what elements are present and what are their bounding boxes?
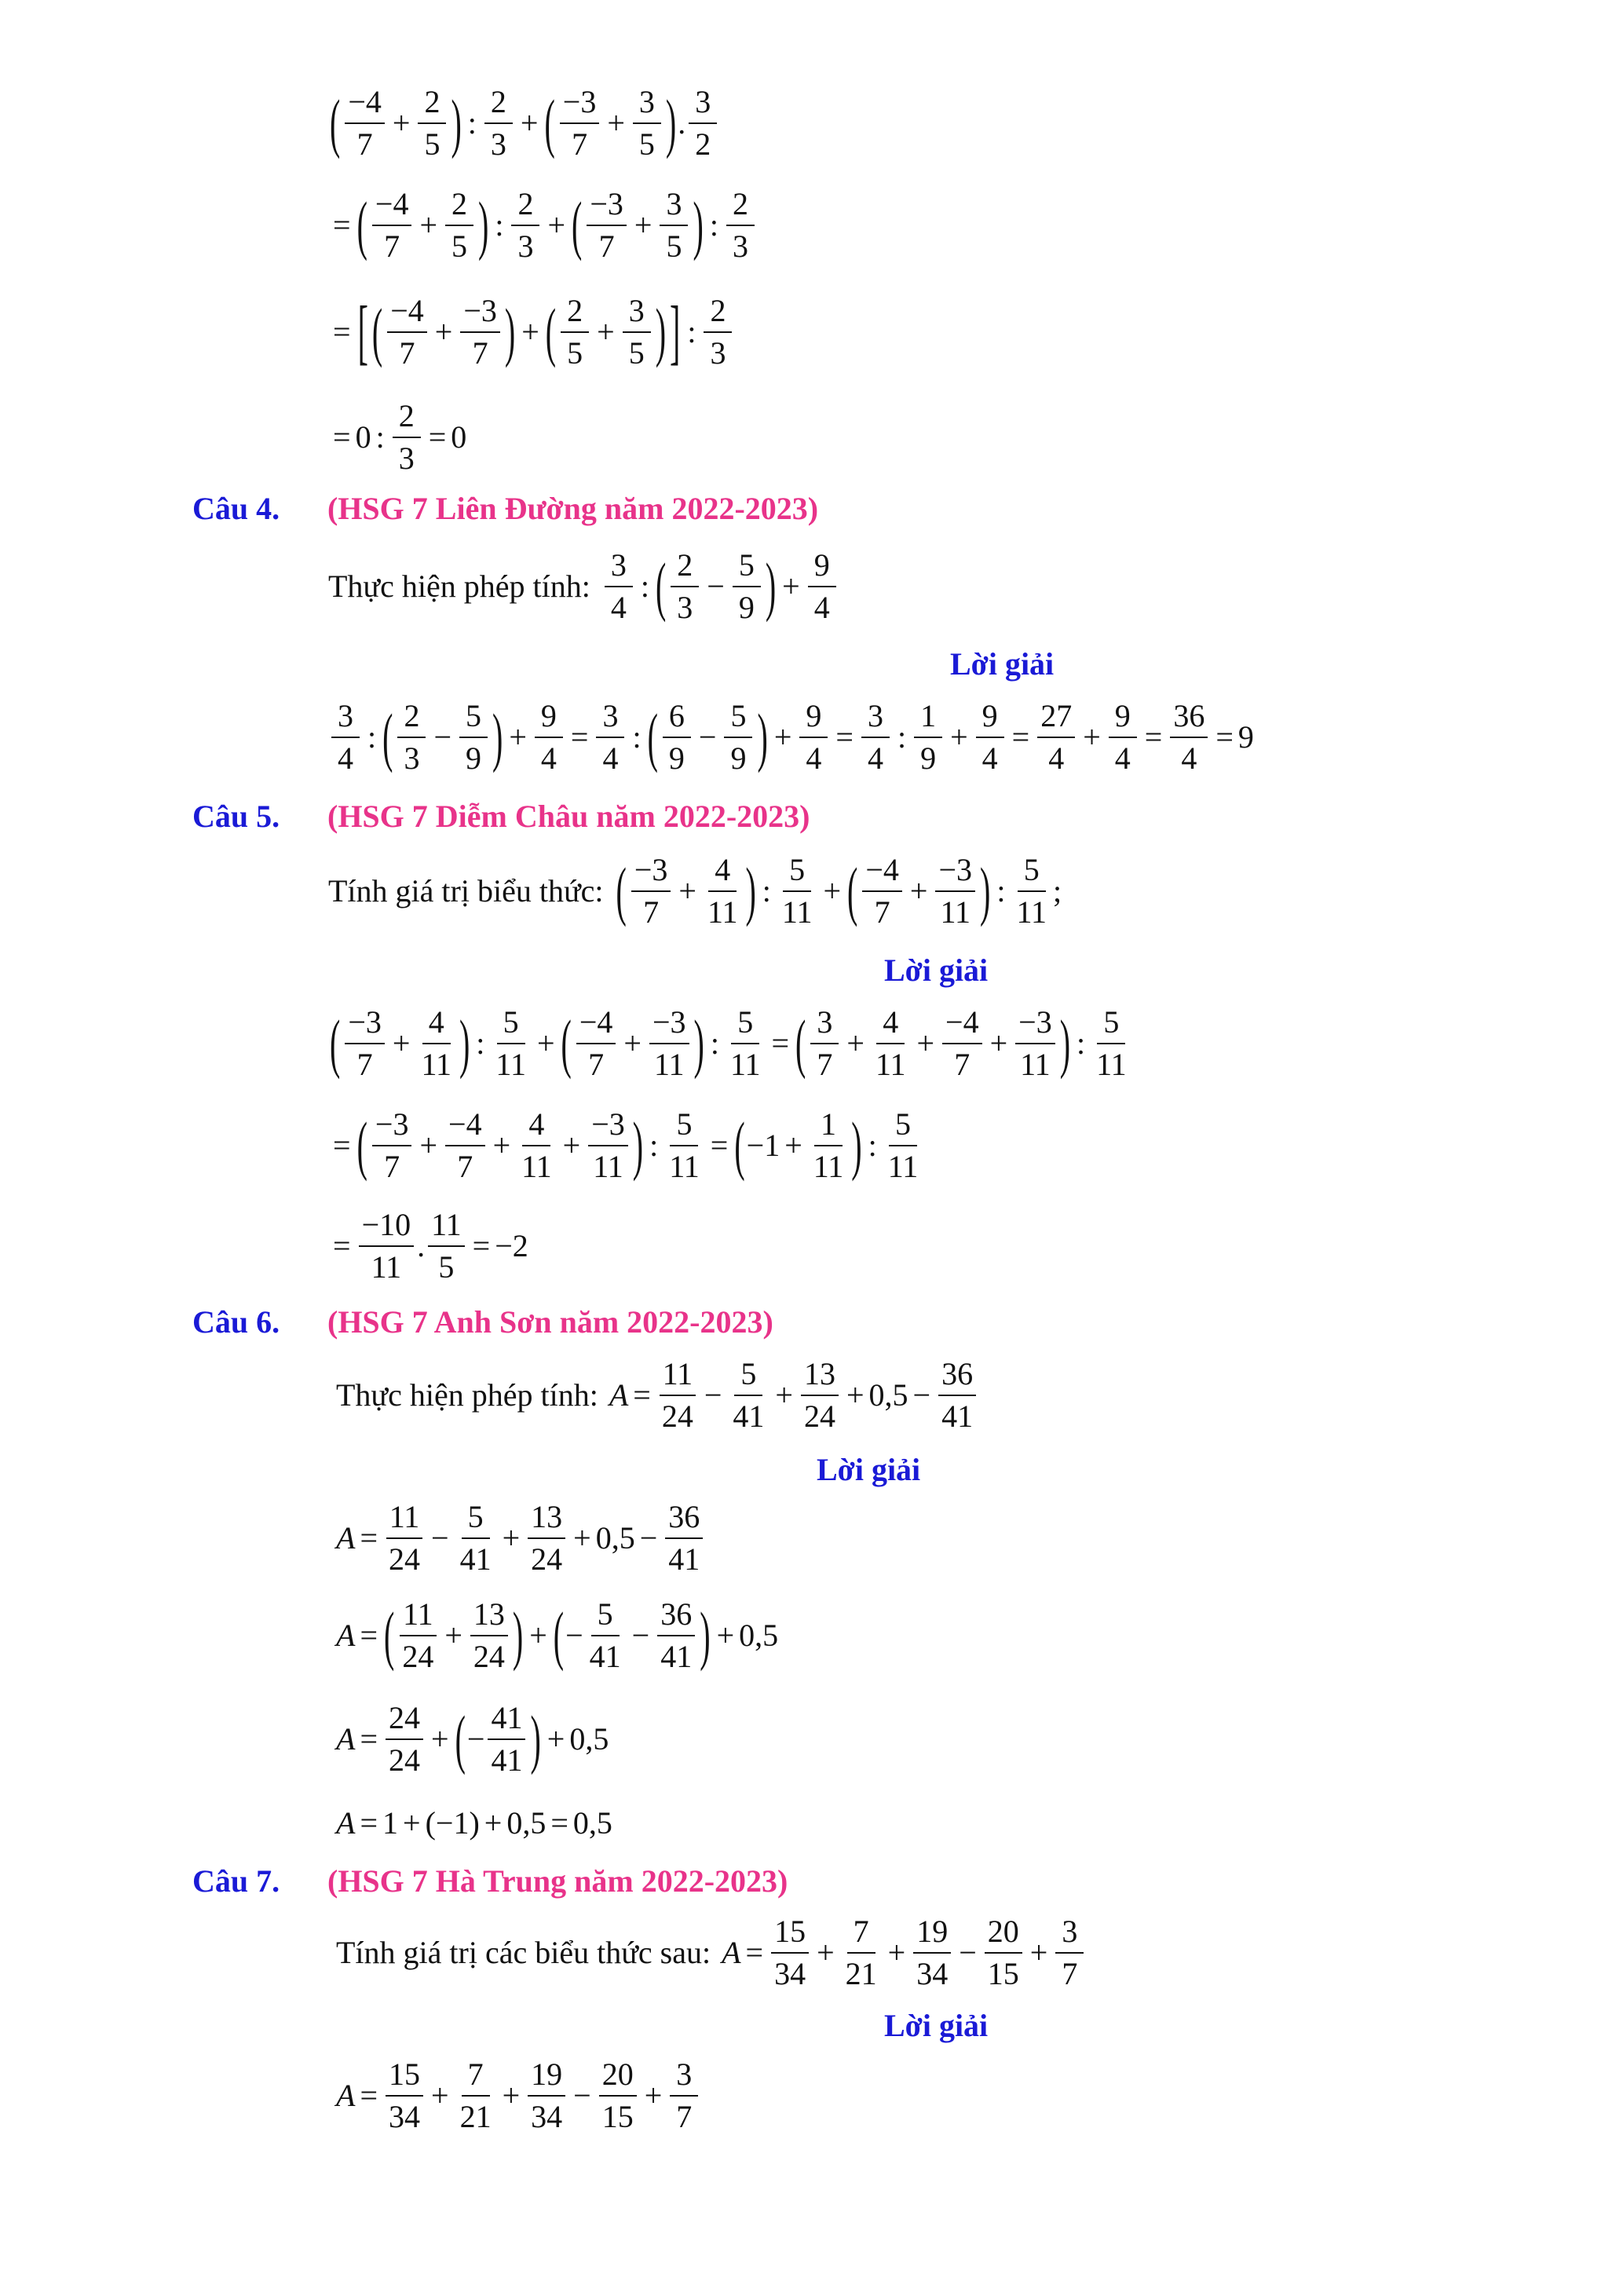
question-header: [192, 1863, 788, 1899]
question-label: Câu 4.: [192, 491, 280, 526]
math-line: = ( $\frac{-3}{7}$ + $\frac{-4}{7}$ + $\frac{4}{11}$ + $\frac{-3}{11}$ ) : $\frac{5}{11}$ = ( −1 + $\frac{1}{11}$ ) : $\frac{5}{11}$: [333, 1106, 919, 1184]
question-source: (HSG 7 Anh Sơn năm 2022-2023): [327, 1304, 773, 1340]
question-header: [192, 801, 810, 832]
question-prompt: Tính giá trị biểu thức: ( $\frac{-3}{7}$ + $\frac{4}{11}$ ) : $\frac{5}{11}$ + ( $\frac{-4}{7}$ + $\frac{-3}{11}$ ) : $\frac{5}{11}$ ;: [328, 852, 1062, 930]
math-line: = 0 : $\frac{2}{3}$ = 0: [333, 398, 467, 476]
prompt-text: Tính giá trị các biểu thức sau:: [336, 1935, 711, 1970]
question-source: (HSG 7 Liên Đường năm 2022-2023): [327, 491, 819, 526]
solution-heading: Lời giải: [884, 952, 989, 988]
math-line: ( $\frac{-4}{7}$ + $\frac{2}{5}$ ) : $\frac{2}{3}$ + ( $\frac{-3}{7}$ + $\frac{3}{5}$ ) . $\frac{3}{2}$: [328, 86, 720, 160]
prompt-text: Tính giá trị biểu thức:: [328, 873, 604, 909]
math-line: = ( $\frac{-4}{7}$ + $\frac{2}{5}$ ) : $\frac{2}{3}$ + ( $\frac{-3}{7}$ + $\frac{3}{5}$ ) : $\frac{2}{3}$: [328, 188, 758, 262]
question-prompt: Thực hiện phép tính: A = $\frac{11}{24}$ − $\frac{5}{41}$ + $\frac{13}{24}$ + 0,5 − $\frac{36}{41}$: [336, 1358, 979, 1432]
question-header: [192, 493, 818, 525]
question-label: Câu 6.: [192, 1304, 280, 1340]
math-line: A = 1 + (−1) + 0,5 = 0,5: [336, 1805, 612, 1841]
math-line: = $\frac{-10}{11}$ . $\frac{11}{5}$ = −2: [333, 1207, 528, 1285]
question-label: Câu 7.: [192, 1863, 280, 1899]
question-source: (HSG 7 Hà Trung năm 2022-2023): [327, 1863, 788, 1899]
solution-heading: Lời giải: [950, 646, 1055, 682]
math-line: A = ( $\frac{11}{24}$ + $\frac{13}{24}$ ) + ( − $\frac{5}{41}$ − $\frac{36}{41}$ ) + 0,5: [336, 1596, 779, 1674]
math-line: $\frac{3}{4}$ : ( $\frac{2}{3}$ − $\frac{5}{9}$ ) + $\frac{9}{4}$ = $\frac{3}{4}$ : ( $\frac{6}{9}$ − $\frac{5}{9}$ ) + $\frac{9}{4}$ = $\frac{3}{4}$ : $\frac{1}{9}$ + $\frac{9}{4}$ = $\frac{27}{4}$ + $\frac{9}{4}$ = $\frac{36}{4}$ = 9: [328, 700, 1254, 774]
math-line: A = $\frac{11}{24}$ − $\frac{5}{41}$ + $\frac{13}{24}$ + 0,5 − $\frac{36}{41}$: [336, 1501, 706, 1575]
question-header: [192, 1304, 773, 1340]
math-line: = [ ( $\frac{-4}{7}$ + $\frac{-3}{7}$ ) + ( $\frac{2}{5}$ + $\frac{3}{5}$ ) ] : $\frac{2}{3}$: [328, 295, 735, 369]
question-label: Câu 5.: [192, 799, 280, 834]
prompt-text: Thực hiện phép tính:: [328, 569, 590, 604]
question-prompt: Thực hiện phép tính: $\frac{3}{4}$ : ( $\frac{2}{3}$ − $\frac{5}{9}$ ) + $\frac{9}{4}$: [328, 550, 839, 623]
question-prompt: Tính giá trị các biểu thức sau: A = $\frac{15}{34}$ + $\frac{7}{21}$ + $\frac{19}{34}$ − $\frac{20}{15}$ + $\frac{3}{7}$: [336, 1916, 1087, 1990]
math-line: ( $\frac{-3}{7}$ + $\frac{4}{11}$ ) : $\frac{5}{11}$ + ( $\frac{-4}{7}$ + $\frac{-3}{11}$ ) : $\frac{5}{11}$ = ( $\frac{3}{7}$ + $\frac{4}{11}$ + $\frac{-4}{7}$ + $\frac{-3}{11}$ ) : $\frac{5}{11}$: [330, 1004, 1127, 1082]
solution-heading: Lời giải: [817, 1452, 921, 1487]
prompt-text: Thực hiện phép tính:: [336, 1377, 598, 1413]
solution-heading: Lời giải: [884, 2008, 989, 2043]
math-line: A = $\frac{24}{24}$ + ( − $\frac{41}{41}$ ) + 0,5: [336, 1700, 609, 1778]
math-line: A = $\frac{15}{34}$ + $\frac{7}{21}$ + $\frac{19}{34}$ − $\frac{20}{15}$ + $\frac{3}{7}$: [336, 2059, 701, 2133]
question-source: (HSG 7 Diễm Châu năm 2022-2023): [327, 799, 810, 834]
